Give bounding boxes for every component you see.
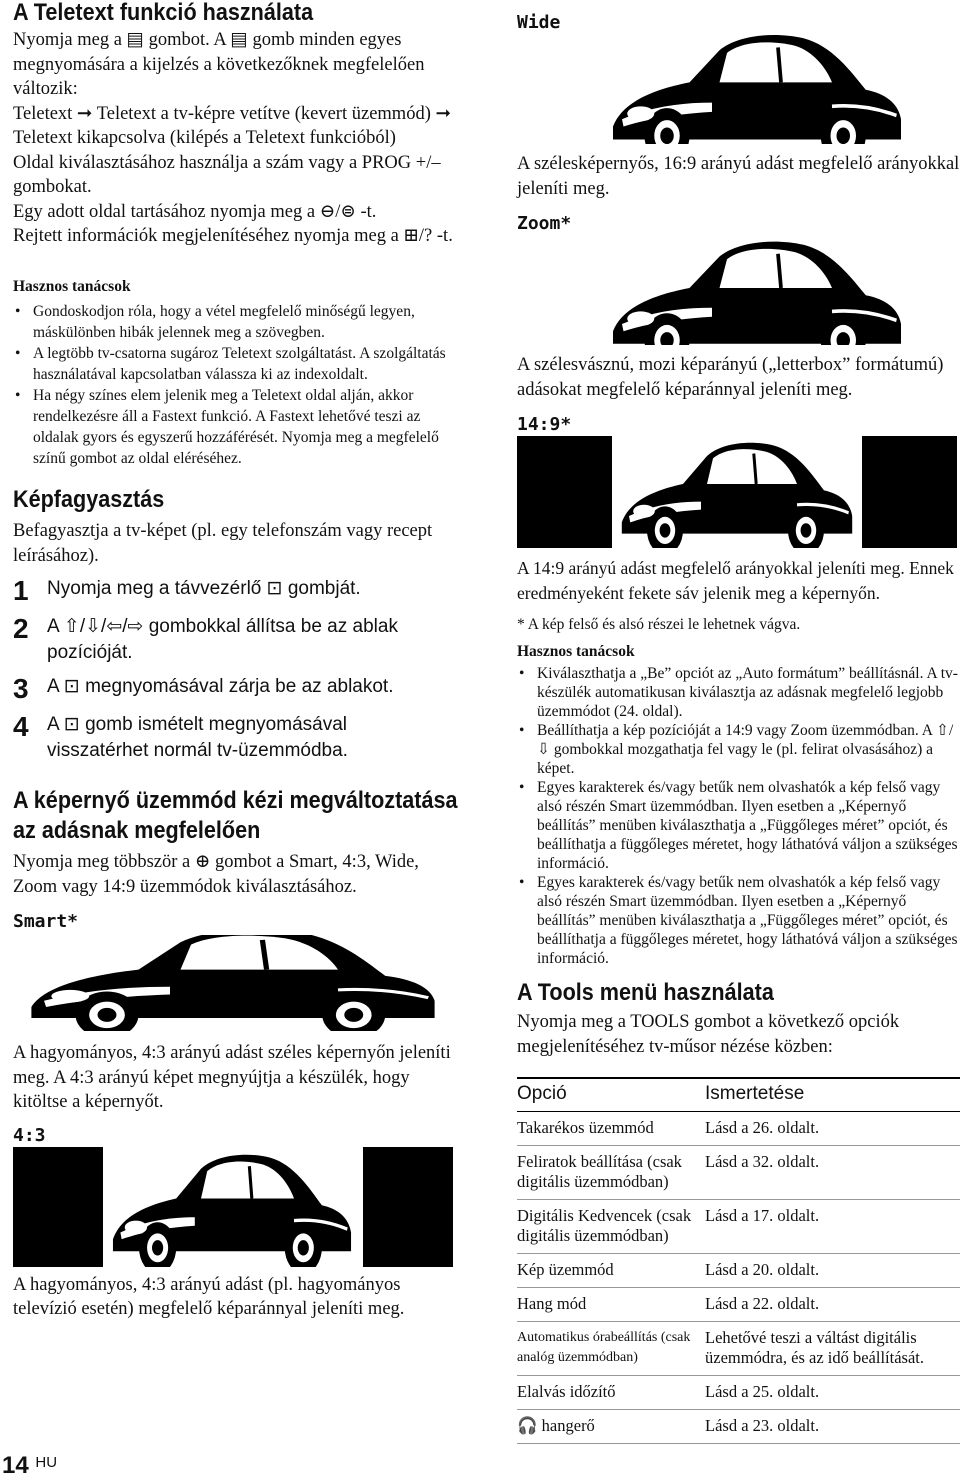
teletext-cycle: Teletext ➞ Teletext a tv-képre vetítve (kevert üzemmód) ➞ Teletext kikapcsolva (kilépés a Teletext funkcióból) — [13, 103, 451, 148]
teletext-heading: A Teletext funkció használata — [13, 0, 314, 26]
smart-car-image — [13, 935, 453, 1031]
wide-description: A szélesképernyős, 16:9 arányú adást megfelelő arányokkal jeleníti meg. — [517, 154, 960, 199]
149-label: 14:9* — [517, 414, 572, 435]
teletext-intro: Nyomja meg a ▤ gombot. A ▤ gomb minden egyes megnyomására a kijelzés a következőknek megfelelően változik: — [13, 30, 425, 99]
zoom-label: Zoom* — [517, 213, 572, 234]
page-number: 14 $^{HU}$ — [2, 1452, 58, 1479]
table-row: Takarékos üzemmód Lásd a 26. oldalt. — [517, 1112, 960, 1146]
table-row: 🎧 hangerő Lásd a 23. oldalt. — [517, 1410, 960, 1444]
footnote: * A kép felső és alsó részei le lehetnek vágva. — [517, 616, 801, 633]
table-row: Hang mód Lásd a 22. oldalt. — [517, 1288, 960, 1322]
step-1: 1 Nyomja meg a távvezérlő ⊡ gombját. — [13, 575, 361, 606]
tips-list-right — [517, 664, 960, 968]
left-column — [13, 0, 458, 1322]
zoom-description: A szélesvásznú, mozi képarányú („letterbox” formátumú) adásokat megfelelő képaránnyal jeleníti meg. — [517, 355, 944, 400]
step-3: 3 A ⊡ megnyomásával zárja be az ablakot. — [13, 673, 394, 704]
smart-description: A hagyományos, 4:3 arányú adást széles képernyőn jeleníti meg. A 4:3 arányú képet megnyújtja a készülék, hogy kitöltse a képernyőt. — [13, 1043, 451, 1112]
43-car-image — [13, 1147, 453, 1267]
list-item: • Egyes karakterek és/vagy betűk nem olvashatók a kép felső vagy alsó részén Smart üzemmódban. Ilyen esetben a „Képernyő beállítás” menüben kiválaszthatja a „Függőleges méret” opciót, és beállíthatja a függőleges méretet, hogy láthatóvá váljon a szükséges információ. — [517, 873, 960, 968]
freeze-steps — [13, 576, 453, 764]
wide-label: Wide — [517, 12, 561, 33]
list-item: • Ha négy színes elem jelenik meg a Teletext oldal alján, akkor rendelkezésre áll a Fastext funkció. A Fastext lehetővé teszi az oldalak gyors és egyszerű hozzáférését. Nyomja meg a megfelelő színű gombot az oldal eléréséhez. — [13, 385, 453, 469]
teletext-page-select: Oldal kiválasztásához használja a szám vagy a PROG +/– gombokat. — [13, 152, 441, 197]
right-column — [517, 0, 960, 1444]
tools-intro: Nyomja meg a TOOLS gombot a következő opciók megjelenítéséhez tv-műsor nézése közben: — [517, 1012, 900, 1057]
149-car-image — [517, 436, 957, 548]
tips-heading-right: Hasznos tanácsok — [517, 642, 635, 660]
list-item: • A legtöbb tv-csatorna sugároz Teletext szolgáltatást. A szolgáltatás használatával kapcsolatban válassza ki az indexoldalt. — [13, 343, 453, 385]
list-item: • Beállíthatja a kép pozícióját a 14:9 vagy Zoom üzemmódban. A ⇧/⇩ gombokkal mozgathatja fel vagy le (pl. felirat olvasásához) a képet. — [517, 721, 960, 778]
149-description: A 14:9 arányú adást megfelelő arányokkal jeleníti meg. Ennek eredményeként fekete sáv jelenik meg a képernyőn. — [517, 558, 954, 603]
list-item: • Egyes karakterek és/vagy betűk nem olvashatók a kép felső vagy alsó részén Smart üzemmódban. Ilyen esetben a „Képernyő beállítás” menüben kiválaszthatja a „Függőleges méret” opciót, és beállíthatja a függőleges méretet, hogy láthatóvá váljon a szükséges információ. — [517, 778, 960, 873]
43-label: 4:3 — [13, 1124, 46, 1146]
column-header-option: Opció — [517, 1078, 705, 1112]
teletext-hold: Egy adott oldal tartásához nyomja meg a ⊖/⊜ -t. — [13, 201, 377, 222]
teletext-hidden: Rejtett információk megjelenítéséhez nyomja meg a ⊞/? -t. — [13, 226, 453, 246]
freeze-intro: Befagyasztja a tv-képet (pl. egy telefonszám vagy recept leírásához). — [13, 521, 433, 566]
freeze-heading: Képfagyasztás — [13, 486, 165, 513]
tips-heading: Hasznos tanácsok — [13, 277, 131, 295]
table-row: Feliratok beállítása (csak digitális üzemmódban) Lásd a 32. oldalt. — [517, 1146, 960, 1200]
table-header-row — [517, 1078, 960, 1112]
list-item: • Gondoskodjon róla, hogy a vétel megfelelő minőségű legyen, máskülönben hibák jelennek meg a szövegben. — [13, 301, 453, 343]
step-2: 2 A ⇧/⇩/⇦/⇨ gombokkal állítsa be az ablak pozícióját. — [13, 613, 398, 663]
tips-list — [13, 301, 453, 469]
column-header-description: Ismertetése — [705, 1078, 960, 1112]
wide-car-image — [517, 34, 957, 144]
step-4: 4 A ⊡ gomb ismételt megnyomásával visszatérhet normál tv-üzemmódba. — [13, 711, 348, 761]
smart-label: Smart* — [13, 911, 79, 932]
tools-table — [517, 1077, 960, 1444]
screenmode-intro: Nyomja meg többször a ⊕ gombot a Smart, 4:3, Wide, Zoom vagy 14:9 üzemmódok kiválasztásához. — [13, 852, 419, 897]
table-row: Digitális Kedvencek (csak digitális üzemmódban) Lásd a 17. oldalt. — [517, 1200, 960, 1254]
table-row: Elalvás időzítő Lásd a 25. oldalt. — [517, 1376, 960, 1410]
table-row: Automatikus órabeállítás (csak analóg üzemmódban) Lehetővé teszi a váltást digitális üzemmódra, és az idő beállítását. — [517, 1322, 960, 1376]
screenmode-heading-line2: az adásnak megfelelően — [13, 817, 261, 844]
tools-heading: A Tools menü használata — [517, 979, 774, 1006]
table-row: Kép üzemmód Lásd a 20. oldalt. — [517, 1254, 960, 1288]
43-description: A hagyományos, 4:3 arányú adást (pl. hagyományos televízió esetén) megfelelő képaránnyal jeleníti meg. — [13, 1274, 405, 1319]
zoom-car-image — [517, 235, 957, 345]
screenmode-heading-line1: A képernyő üzemmód kézi megváltoztatása — [13, 787, 458, 814]
list-item: • Kiválaszthatja a „Be” opciót az „Auto formátum” beállításnál. A tv-készülék automatikusan kiválasztja az adásnak megfelelő legjobb üzemmódot (24. oldal). — [517, 664, 960, 721]
